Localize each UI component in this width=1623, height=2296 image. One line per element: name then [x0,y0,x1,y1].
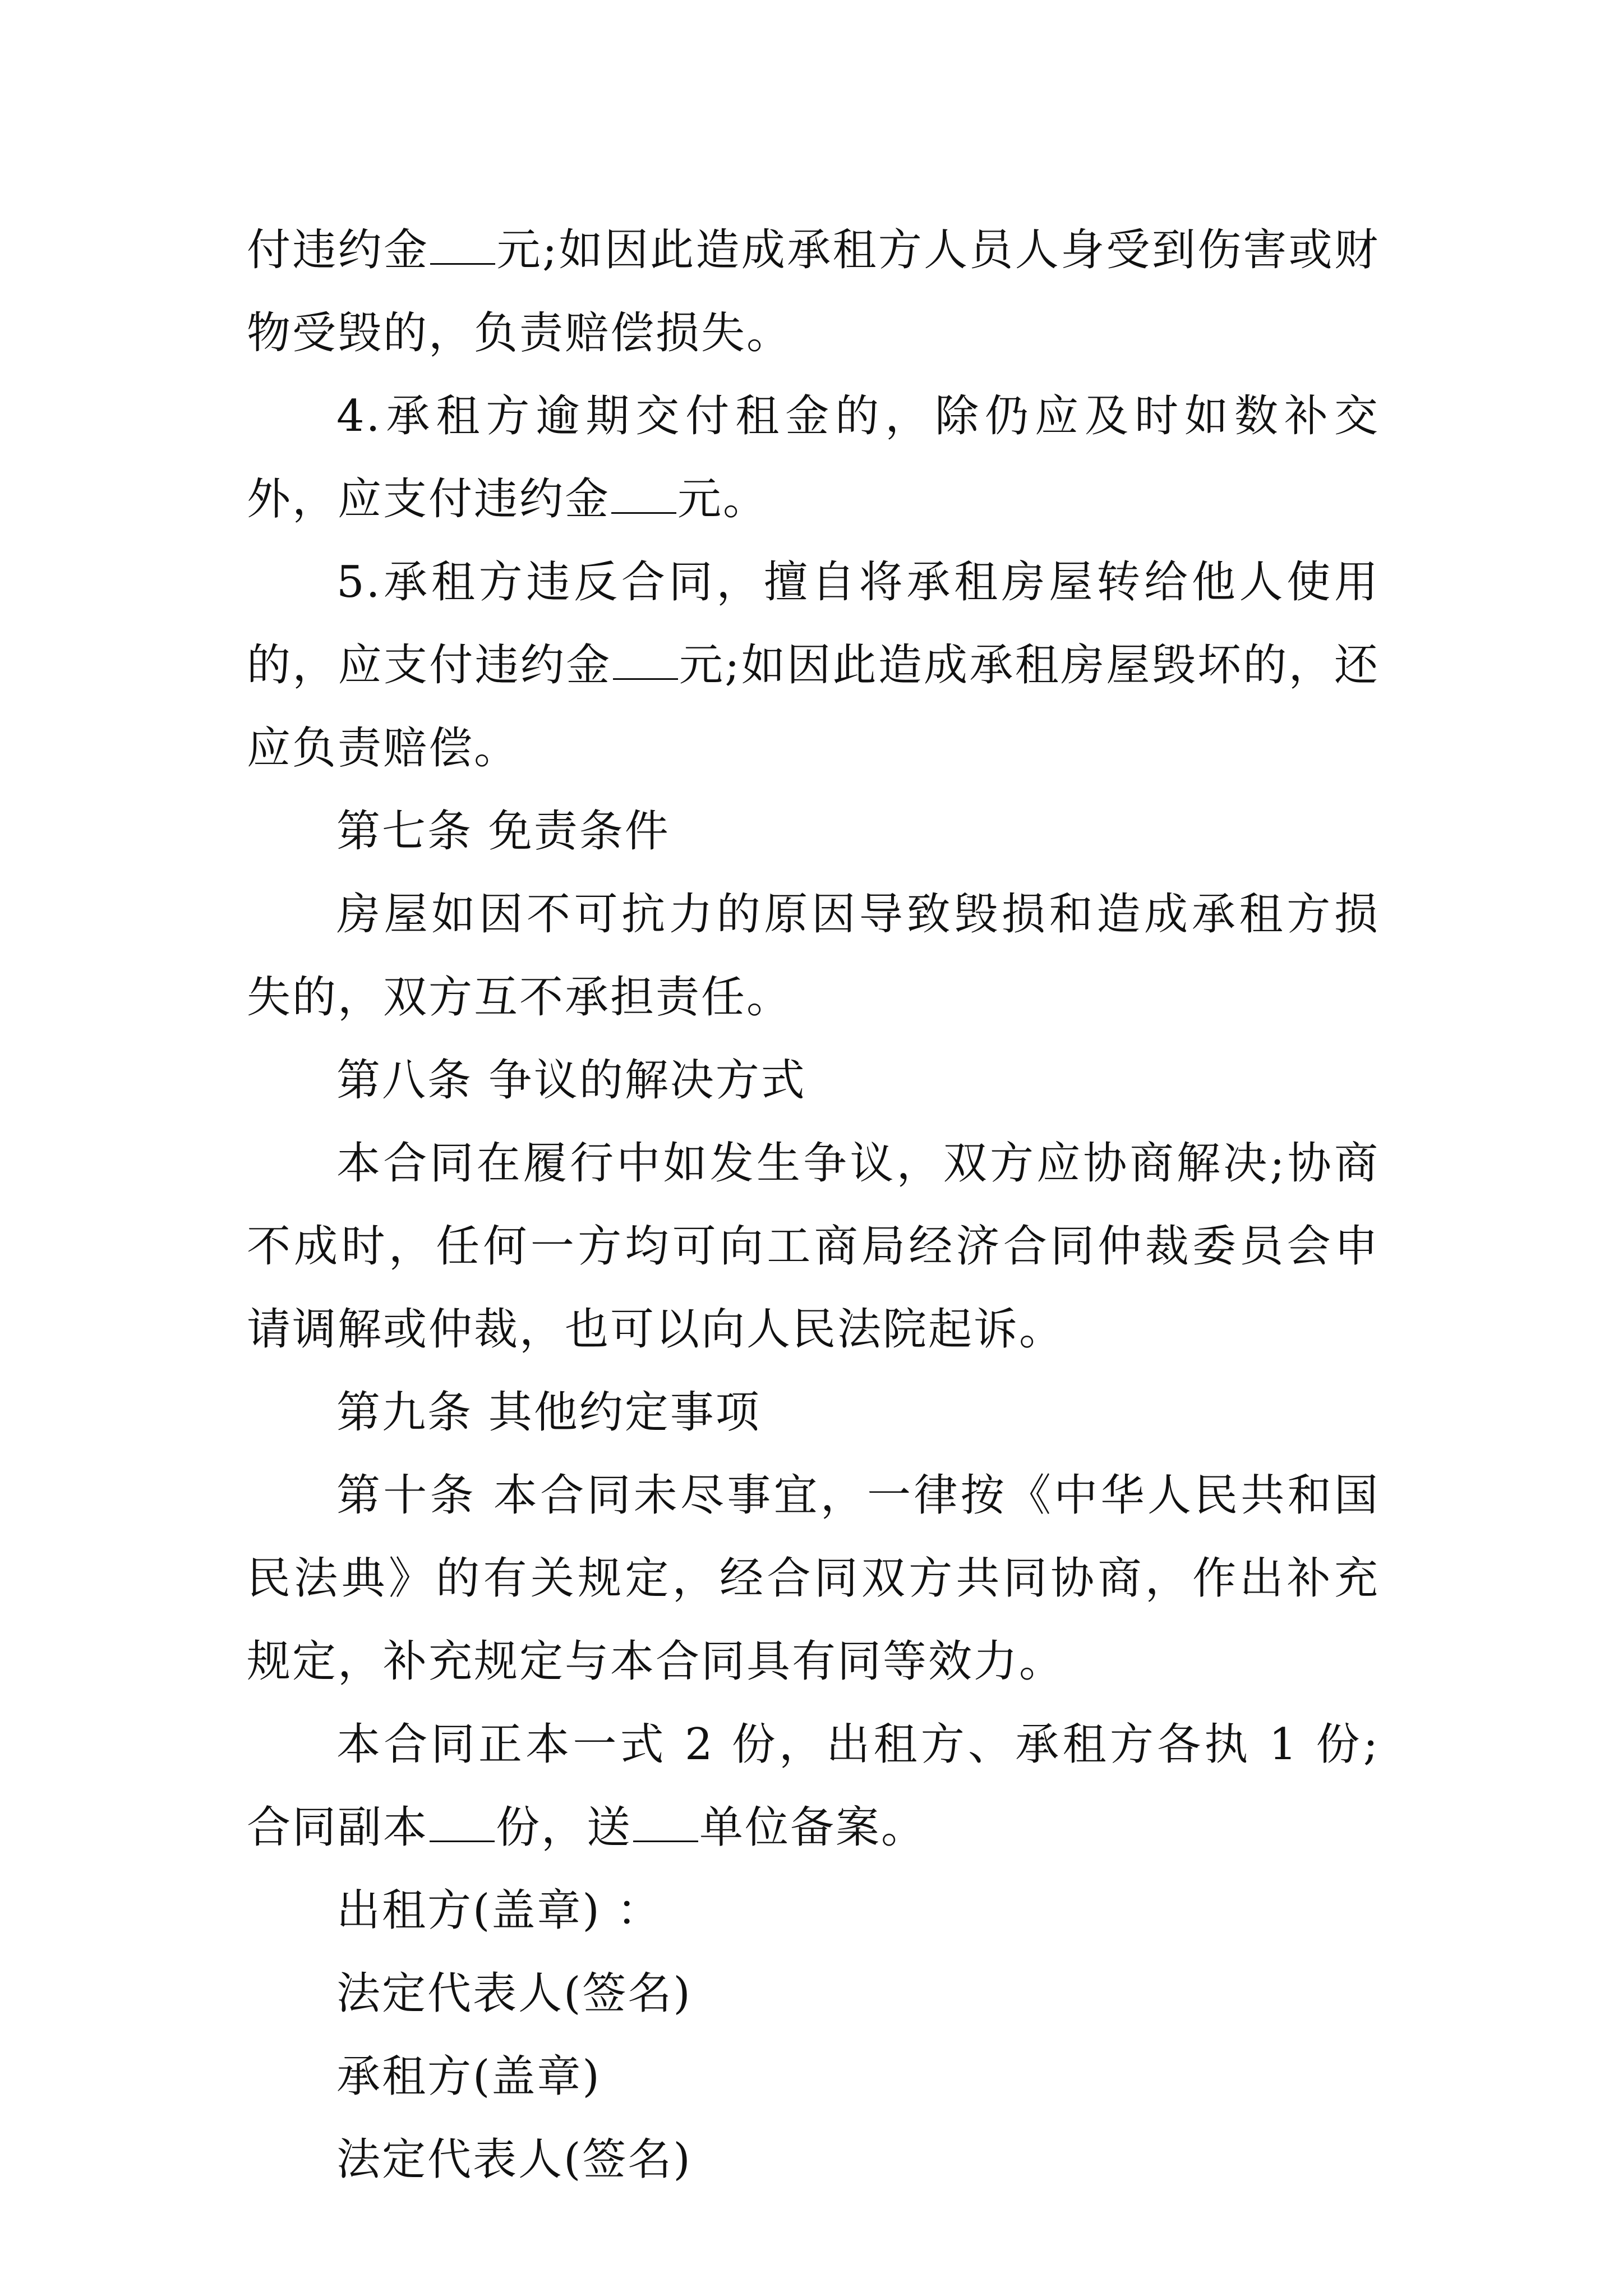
paragraph-late-rent: 4.承租方逾期交付租金的，除仍应及时如数补交外，应支付违约金 元。 [247,391,1380,524]
lessor-representative-line: 法定代表人(签名) [336,1968,692,2019]
contract-body [247,209,1380,2201]
lessee-seal-line: 承租方(盖章) [336,2051,601,2102]
article-7-body: 房屋如因不可抗力的原因导致毁损和造成承租方损失的，双方互不承担责任。 [247,889,1380,1023]
blank-line [430,1841,495,1842]
lessee-representative-line: 法定代表人(签名) [336,2134,692,2185]
article-8-title: 第八条 争议的解决方式 [336,1055,806,1106]
article-9-title: 第九条 其他约定事项 [336,1387,761,1438]
paragraph-sublet: 5.承租方违反合同，擅自将承租房屋转给他人使用的，应支付违约金 元;如因此造成承租房屋毁坏的，还应负责赔偿。 [247,557,1380,774]
blank-line [613,678,678,680]
lessor-seal-line: 出租方(盖章) ： [336,1885,662,1936]
blank-line [430,263,495,265]
article-8-body: 本合同在履行中如发生争议，双方应协商解决;协商不成时，任何一方均可向工商局经济合同仲裁委员会申请调解或仲裁，也可以向人民法院起诉。 [247,1138,1380,1355]
blank-line [611,512,676,514]
blank-line [633,1841,698,1842]
paragraph-penalty-injury: 付违约金 元;如因此造成承租方人员人身受到伤害或财物受毁的，负责赔偿损失。 [247,225,1380,358]
article-7-title: 第七条 免责条件 [336,806,670,857]
article-10-body: 第十条 本合同未尽事宜，一律按《中华人民共和国民法典》的有关规定，经合同双方共同协商，作出补充规定，补充规定与本合同具有同等效力。 [247,1470,1380,1687]
paragraph-copies: 本合同正本一式 2 份，出租方、承租方各执 1 份;合同副本 份，送 单位备案。 [247,1719,1380,1853]
